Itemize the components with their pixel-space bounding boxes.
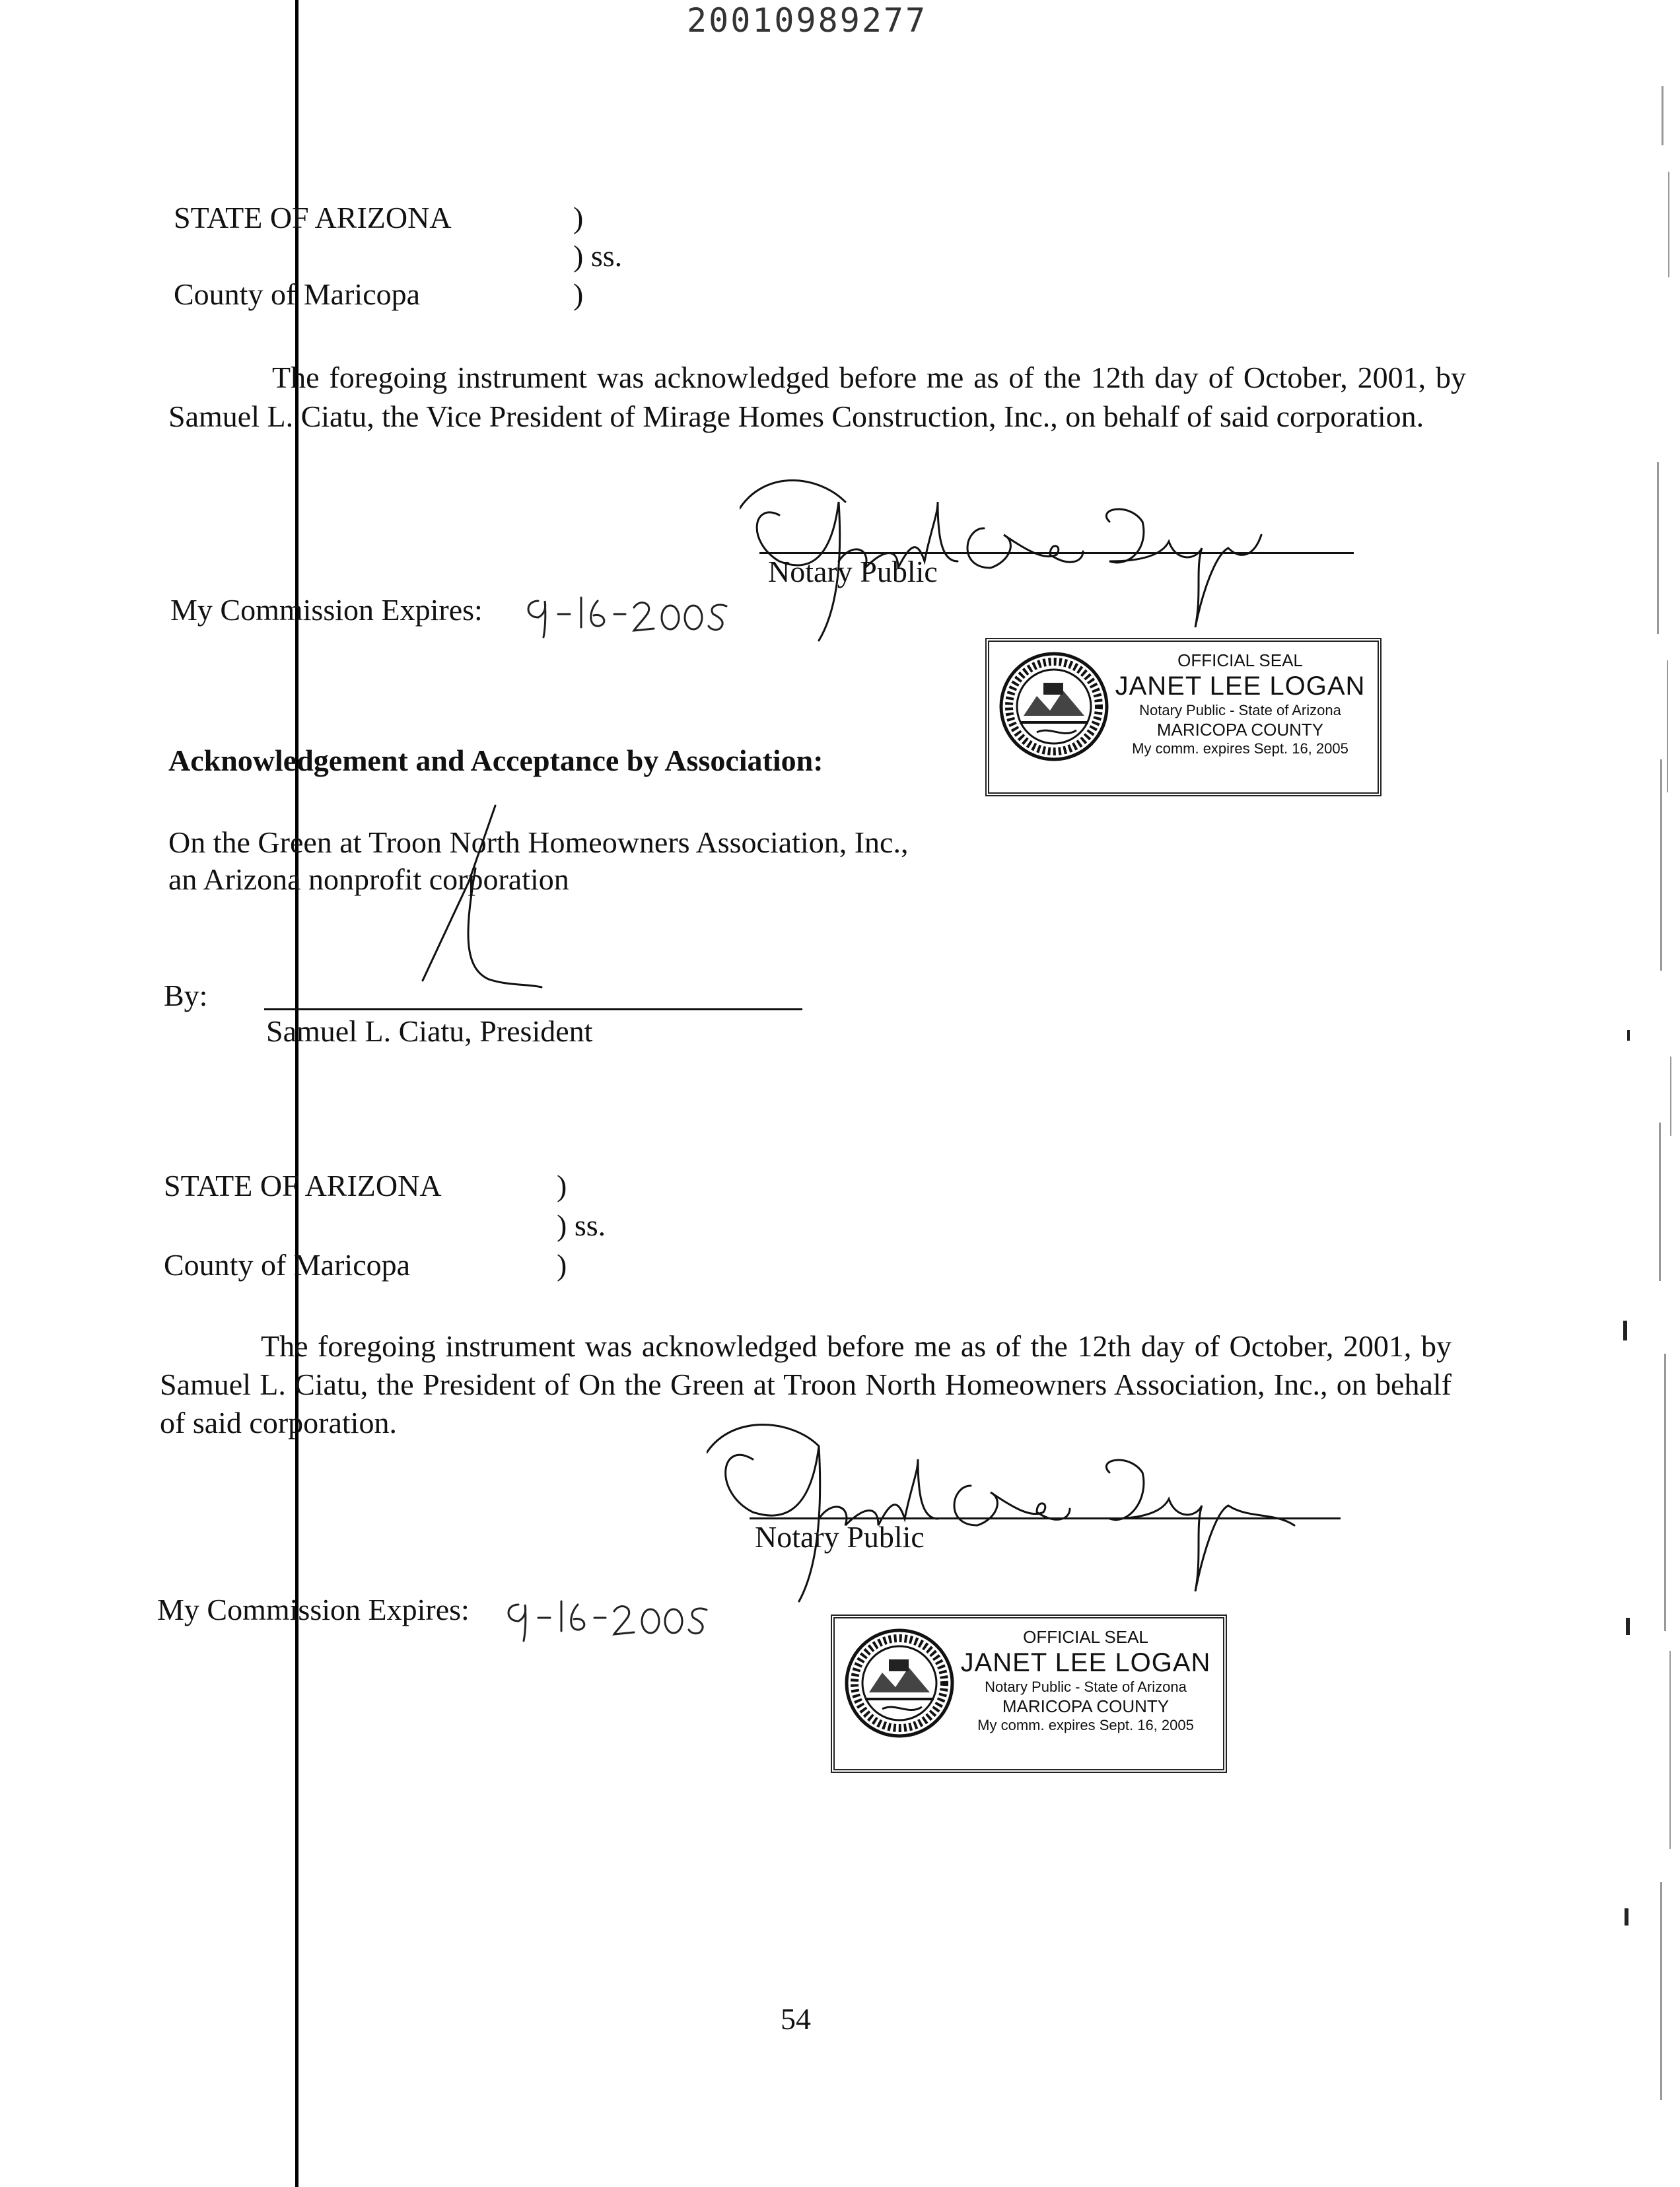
seal-county: MARICOPA COUNTY bbox=[1002, 1696, 1170, 1716]
president-signature bbox=[396, 802, 548, 1000]
venue-ss: ) ss. bbox=[557, 1208, 606, 1242]
commission-date-handwritten bbox=[525, 581, 743, 641]
venue-paren: ) bbox=[573, 277, 584, 311]
arizona-state-seal-icon bbox=[843, 1626, 956, 1740]
scan-vertical-line bbox=[295, 0, 298, 2187]
seal-notary-name: JANET LEE LOGAN bbox=[1115, 672, 1366, 701]
scan-edge-noise bbox=[1621, 0, 1680, 2187]
by-signature-line bbox=[264, 1008, 802, 1010]
seal-notary-name: JANET LEE LOGAN bbox=[960, 1648, 1211, 1677]
venue-paren: ) bbox=[557, 1169, 567, 1202]
venue-ss: ) ss. bbox=[573, 239, 623, 273]
seal-text-block bbox=[1108, 650, 1372, 758]
association-type: an Arizona nonprofit corporation bbox=[168, 862, 569, 896]
arizona-state-seal-icon bbox=[997, 650, 1111, 763]
seal-text-block bbox=[954, 1626, 1218, 1735]
association-name: On the Green at Troon North Homeowners Association, Inc., bbox=[168, 825, 909, 859]
seal-notary-state: Notary Public - State of Arizona bbox=[985, 1679, 1187, 1695]
seal-county: MARICOPA COUNTY bbox=[1156, 720, 1324, 740]
commission-expires-label: My Commission Expires: bbox=[157, 1593, 470, 1626]
acknowledgment-text: The foregoing instrument was acknowledged before me as of the 12th day of October, 2001, by Samuel L. Ciatu, the Vice President of Mirage Homes Construction, Inc., on behalf of said corporation. bbox=[168, 361, 1466, 433]
acknowledgment-paragraph bbox=[168, 358, 1466, 436]
commission-expires-label: My Commission Expires: bbox=[170, 593, 483, 627]
notary-public-label: Notary Public bbox=[768, 555, 938, 588]
venue-paren: ) bbox=[557, 1248, 567, 1282]
commission-date-handwritten bbox=[505, 1585, 723, 1644]
venue-county: County of Maricopa bbox=[174, 277, 421, 311]
document-number: 20010989277 bbox=[687, 1, 928, 40]
by-label: By: bbox=[164, 979, 208, 1012]
notary-seal bbox=[985, 638, 1382, 796]
seal-expiry: My comm. expires Sept. 16, 2005 bbox=[977, 1717, 1194, 1733]
venue-paren: ) bbox=[573, 201, 584, 234]
notary-public-label: Notary Public bbox=[755, 1520, 925, 1554]
seal-title: OFFICIAL SEAL bbox=[1023, 1627, 1148, 1647]
acknowledgment-text: The foregoing instrument was acknowledged before me as of the 12th day of October, 2001, by Samuel L. Ciatu, the President of On the Green at Troon North Homeowners Association, Inc., on behalf of said corporation. bbox=[160, 1329, 1452, 1440]
venue-state: STATE OF ARIZONA bbox=[174, 201, 452, 234]
venue-state: STATE OF ARIZONA bbox=[164, 1169, 442, 1202]
association-heading: Acknowledgement and Acceptance by Association: bbox=[168, 744, 823, 777]
notary-seal bbox=[831, 1614, 1227, 1773]
page-number: 54 bbox=[781, 2002, 811, 2036]
venue-county: County of Maricopa bbox=[164, 1248, 411, 1282]
seal-notary-state: Notary Public - State of Arizona bbox=[1139, 702, 1341, 718]
signer-name: Samuel L. Ciatu, President bbox=[266, 1014, 593, 1048]
seal-expiry: My comm. expires Sept. 16, 2005 bbox=[1132, 740, 1348, 757]
seal-title: OFFICIAL SEAL bbox=[1177, 650, 1303, 670]
notary-signature bbox=[707, 1413, 1301, 1611]
